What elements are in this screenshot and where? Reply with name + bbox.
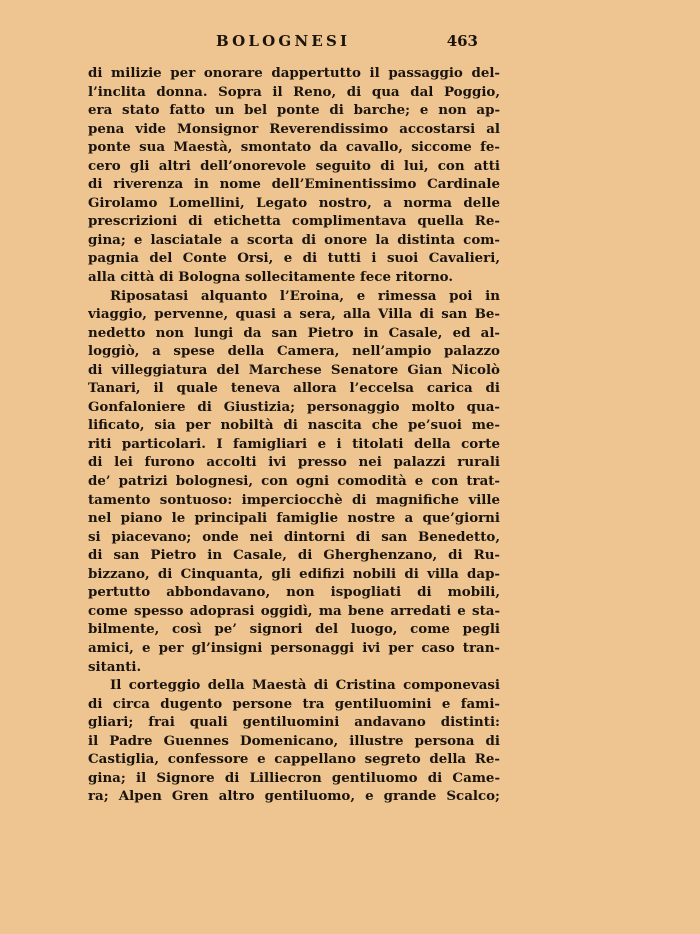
body-text xyxy=(88,64,500,806)
text-line: nedetto non lungi da san Pietro in Casale, ed al- xyxy=(88,324,500,341)
text-line: pagnia del Conte Orsi, e di tutti i suoi Cavalieri, xyxy=(88,250,500,267)
text-line: si piacevano; onde nei dintorni di san Benedetto, xyxy=(88,528,500,545)
text-line: tamento sontuoso: imperciocchè di magnifiche ville xyxy=(88,491,500,508)
text-line: alla città di Bologna sollecitamente fece ritorno. xyxy=(88,269,454,286)
text-line: de’ patrizi bolognesi, con ogni comodità e con trat- xyxy=(88,473,500,490)
running-head xyxy=(88,32,500,52)
text-line: lificato, sia per nobiltà di nascita che pe’suoi me- xyxy=(88,417,500,434)
text-line: Castiglia, confessore e cappellano segreto della Re- xyxy=(88,751,500,768)
text-line: loggiò, a spese della Camera, nell’ampio palazzo xyxy=(88,343,500,360)
text-line: prescrizioni di etichetta complimentava quella Re- xyxy=(88,213,500,230)
text-line: Gonfaloniere di Giustizia; personaggio molto qua- xyxy=(88,398,500,415)
text-line: l’inclita donna. Sopra il Reno, di qua dal Poggio, xyxy=(88,83,500,100)
page-number: 463 xyxy=(446,32,478,50)
text-line: di riverenza in nome dell’Eminentissimo Cardinale xyxy=(88,176,500,193)
text-line: di villeggiatura del Marchese Senatore Gian Nicolò xyxy=(88,361,500,378)
text-line: gliari; frai quali gentiluomini andavano distinti: xyxy=(88,714,500,731)
text-line: era stato fatto un bel ponte di barche; e non ap- xyxy=(88,102,500,119)
text-line: gina; e lasciatale a scorta di onore la distinta com- xyxy=(88,231,500,248)
text-line: bizzano, di Cinquanta, gli edifizi nobili di villa dap- xyxy=(88,565,500,582)
text-line: pena vide Monsignor Reverendissimo accostarsi al xyxy=(88,120,500,137)
text-line: ra; Alpen Gren altro gentiluomo, e grande Scalco; xyxy=(88,788,500,805)
text-line: di milizie per onorare dappertutto il passaggio del- xyxy=(88,65,500,81)
text-line: il Padre Guennes Domenicano, illustre persona di xyxy=(88,732,500,749)
text-line: di san Pietro in Casale, di Gherghenzano, di Ru- xyxy=(88,547,500,564)
text-line: bilmente, così pe’ signori del luogo, come pegli xyxy=(88,621,500,638)
text-line: Girolamo Lomellini, Legato nostro, a norma delle xyxy=(88,194,500,211)
text-line: Il corteggio della Maestà di Cristina componevasi xyxy=(110,677,500,694)
text-line: riti particolari. I famigliari e i titolati della corte xyxy=(88,435,500,452)
running-title: BOLOGNESI xyxy=(216,32,351,50)
text-line: viaggio, pervenne, quasi a sera, alla Villa di san Be- xyxy=(88,306,500,323)
text-line: di circa dugento persone tra gentiluomini e fami- xyxy=(88,695,500,712)
text-line: nel piano le principali famiglie nostre a que’giorni xyxy=(88,510,500,527)
text-line: Tanari, il quale teneva allora l’eccelsa carica di xyxy=(88,380,500,397)
text-line: amici, e per gl’insigni personaggi ivi per caso tran- xyxy=(88,639,500,656)
text-line: cero gli altri dell’onorevole seguito di lui, con atti xyxy=(88,157,500,174)
text-line: ponte sua Maestà, smontato da cavallo, siccome fe- xyxy=(88,139,500,156)
text-line: sitanti. xyxy=(88,658,142,675)
text-line: di lei furono accolti ivi presso nei palazzi rurali xyxy=(88,454,500,471)
text-line: come spesso adoprasi oggidì, ma bene arredati e sta- xyxy=(88,602,500,619)
text-line: pertutto abbondavano, non ispogliati di mobili, xyxy=(88,584,500,601)
text-line: Riposatasi alquanto l’Eroina, e rimessa poi in xyxy=(110,287,500,304)
text-line: gina; il Signore di Lilliecron gentiluomo di Came- xyxy=(88,769,500,786)
